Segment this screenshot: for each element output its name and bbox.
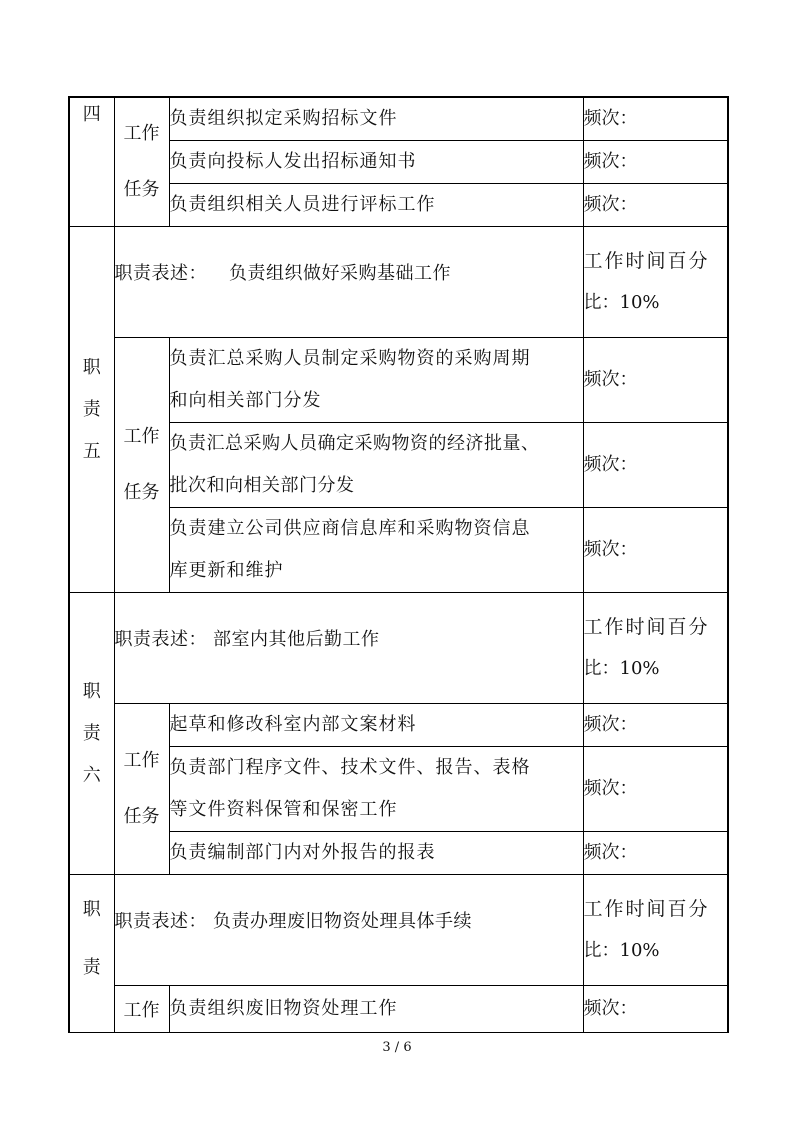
time-percentage-label: 工作时间百分 — [583, 898, 710, 920]
duty-description-label: 职责表述： — [114, 911, 207, 932]
task-label-cell — [114, 97, 169, 227]
task-line: 等文件资料保管和保密工作 — [169, 799, 398, 820]
task-label-line: 工作 — [123, 123, 160, 144]
task-label-line: 工作 — [123, 750, 160, 771]
frequency-cell: 频次： — [583, 747, 728, 832]
table-row — [69, 97, 728, 141]
duties-table — [68, 96, 729, 1033]
duty-description-cell — [114, 593, 583, 704]
time-percentage-value: 比：10% — [583, 292, 660, 313]
duty-number-cell — [69, 97, 114, 227]
time-percentage-cell — [583, 593, 728, 704]
task-cell: 负责组织拟定采购招标文件 — [169, 97, 583, 141]
table-row — [69, 338, 728, 423]
frequency-cell: 频次： — [583, 97, 728, 141]
frequency-cell: 频次： — [583, 704, 728, 747]
task-line: 负责汇总采购人员确定采购物资的经济批量、 — [169, 433, 540, 454]
duty-number-cell — [69, 875, 114, 1033]
task-cell — [169, 423, 583, 508]
duty-number-char: 责 — [82, 957, 101, 978]
duty-description-cell — [114, 227, 583, 338]
duty-description-text: 负责办理废旧物资处理具体手续 — [213, 911, 472, 932]
task-line: 和向相关部门分发 — [169, 390, 322, 411]
time-percentage-value: 比：10% — [583, 658, 660, 679]
task-label-cell — [114, 704, 169, 875]
task-label-cell — [114, 986, 169, 1033]
task-cell: 起草和修改科室内部文案材料 — [169, 704, 583, 747]
time-percentage-label: 工作时间百分 — [583, 250, 710, 272]
time-percentage-cell — [583, 875, 728, 986]
duty-description-label: 职责表述： — [114, 629, 207, 650]
task-line: 负责汇总采购人员制定采购物资的采购周期 — [169, 348, 531, 369]
task-cell: 负责向投标人发出招标通知书 — [169, 141, 583, 184]
duty-description-label: 职责表述： — [114, 263, 207, 284]
task-label-line: 工作 — [123, 1000, 160, 1021]
duty-number-char: 职 — [82, 680, 101, 702]
duty-number-char: 职 — [82, 356, 101, 378]
frequency-cell: 频次： — [583, 508, 728, 593]
frequency-cell: 频次： — [583, 184, 728, 227]
task-cell: 负责组织废旧物资处理工作 — [169, 986, 583, 1033]
duty-number-char: 四 — [82, 104, 101, 125]
task-cell — [169, 747, 583, 832]
duty-number-char: 责 — [82, 398, 101, 420]
table-row — [69, 227, 728, 338]
time-percentage-label: 工作时间百分 — [583, 616, 710, 638]
duty-number-cell — [69, 593, 114, 875]
task-cell: 负责编制部门内对外报告的报表 — [169, 832, 583, 875]
task-line: 批次和向相关部门分发 — [169, 475, 355, 496]
task-label-cell — [114, 338, 169, 593]
task-label-line: 任务 — [123, 482, 160, 503]
duty-number-char: 五 — [82, 440, 101, 462]
task-cell: 负责组织相关人员进行评标工作 — [169, 184, 583, 227]
task-line: 负责部门程序文件、技术文件、报告、表格 — [169, 757, 531, 778]
frequency-cell: 频次： — [583, 338, 728, 423]
task-label-line: 任务 — [123, 179, 160, 200]
duty-description-text: 部室内其他后勤工作 — [213, 629, 380, 650]
task-line: 负责建立公司供应商信息库和采购物资信息 — [169, 518, 531, 539]
table-row — [69, 986, 728, 1033]
table-row — [69, 593, 728, 704]
duty-number-char: 职 — [82, 899, 101, 920]
duty-description-text: 负责组织做好采购基础工作 — [229, 263, 451, 284]
frequency-cell: 频次： — [583, 141, 728, 184]
time-percentage-cell — [583, 227, 728, 338]
task-line: 库更新和维护 — [169, 560, 284, 581]
task-cell — [169, 508, 583, 593]
table-row — [69, 875, 728, 986]
frequency-cell: 频次： — [583, 832, 728, 875]
duty-number-char: 六 — [82, 764, 101, 786]
duty-number-cell — [69, 227, 114, 593]
table-row — [69, 704, 728, 747]
task-label-line: 任务 — [123, 806, 160, 827]
task-cell — [169, 338, 583, 423]
frequency-cell: 频次： — [583, 986, 728, 1033]
task-label-line: 工作 — [123, 426, 160, 447]
duty-number-char: 责 — [82, 722, 101, 744]
duty-description-cell — [114, 875, 583, 986]
frequency-cell: 频次： — [583, 423, 728, 508]
time-percentage-value: 比：10% — [583, 940, 660, 961]
page-number: 3 / 6 — [382, 1040, 412, 1055]
